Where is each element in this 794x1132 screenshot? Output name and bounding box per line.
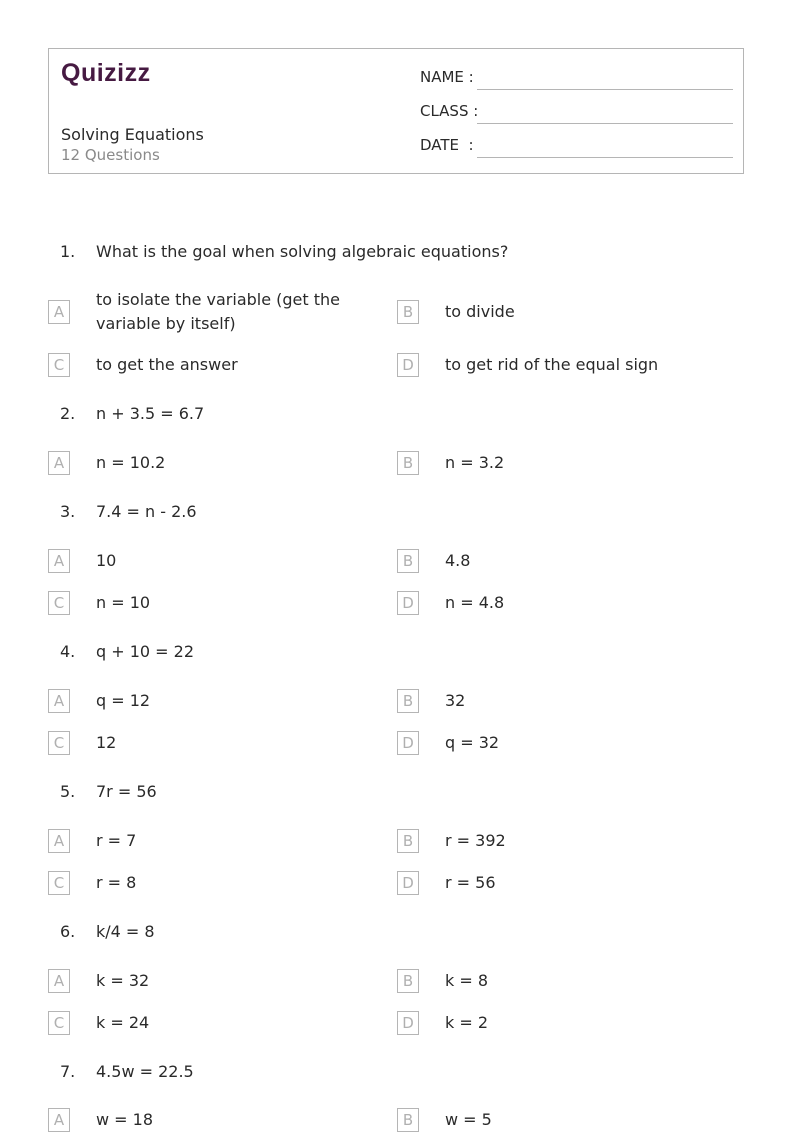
option-letter-box: C (48, 1011, 70, 1035)
option-letter-box: B (397, 689, 419, 713)
worksheet-title: Solving Equations (61, 125, 204, 144)
question-number: 6. (60, 922, 76, 941)
question-text: n + 3.5 = 6.7 (96, 404, 205, 423)
question-number: 2. (60, 404, 76, 423)
option-text: 12 (96, 733, 117, 752)
option-text: 4.8 (445, 551, 471, 570)
option-letter-box: B (397, 969, 419, 993)
option-letter-box: A (48, 1108, 70, 1132)
class-blank-line[interactable] (477, 123, 733, 124)
option-text: n = 10 (96, 593, 151, 612)
option-letter-box: B (397, 549, 419, 573)
option-letter-box: A (48, 969, 70, 993)
option-letter-box: A (48, 829, 70, 853)
option-letter-box: D (397, 353, 419, 377)
option-letter-box: A (48, 549, 70, 573)
option-text: r = 392 (445, 831, 506, 850)
option-text: n = 10.2 (96, 453, 166, 472)
option-text: k = 24 (96, 1013, 150, 1032)
option-letter-box: A (48, 689, 70, 713)
option-text: w = 18 (96, 1110, 154, 1129)
option-letter-box: C (48, 731, 70, 755)
date-blank-line[interactable] (477, 157, 733, 158)
date-label: DATE : (420, 136, 474, 154)
option-text: n = 3.2 (445, 453, 505, 472)
name-label: NAME : (420, 68, 474, 86)
question-number: 4. (60, 642, 76, 661)
option-letter-box: B (397, 451, 419, 475)
question-number: 3. (60, 502, 76, 521)
option-text: to isolate the variable (get the variable by itself) (96, 290, 341, 333)
option-letter-box: A (48, 451, 70, 475)
name-blank-line[interactable] (477, 89, 733, 90)
option-letter-box: D (397, 731, 419, 755)
option-text: r = 8 (96, 873, 137, 892)
option-text: to get rid of the equal sign (445, 355, 659, 374)
option-letter-box: B (397, 1108, 419, 1132)
option-text: k = 32 (96, 971, 150, 990)
option-letter-box: D (397, 591, 419, 615)
option-text: k = 8 (445, 971, 489, 990)
date-field (420, 136, 733, 158)
worksheet-header (48, 48, 744, 174)
option-text: to divide (445, 302, 515, 321)
question-count: 12 Questions (61, 146, 160, 164)
option-text: q = 12 (96, 691, 151, 710)
option-letter-box: A (48, 300, 70, 324)
option-letter-box: B (397, 300, 419, 324)
option-text: to get the answer (96, 355, 238, 374)
option-letter-box: C (48, 871, 70, 895)
option-letter-box: D (397, 1011, 419, 1035)
question-text: 7r = 56 (96, 782, 157, 801)
option-text: k = 2 (445, 1013, 489, 1032)
option-letter-box: C (48, 353, 70, 377)
quizizz-logo: Quizizz (61, 59, 151, 87)
option-text: r = 56 (445, 873, 496, 892)
class-field (420, 102, 733, 124)
question-text: q + 10 = 22 (96, 642, 195, 661)
option-text: w = 5 (445, 1110, 492, 1129)
option-letter-box: D (397, 871, 419, 895)
class-label: CLASS : (420, 102, 479, 120)
option-text: n = 4.8 (445, 593, 505, 612)
question-text: 4.5w = 22.5 (96, 1062, 194, 1081)
name-field (420, 68, 733, 90)
option-text: r = 7 (96, 831, 137, 850)
question-number: 1. (60, 242, 76, 261)
option-text: 32 (445, 691, 466, 710)
question-text: k/4 = 8 (96, 922, 155, 941)
option-text: 10 (96, 551, 117, 570)
option-letter-box: C (48, 591, 70, 615)
option-letter-box: B (397, 829, 419, 853)
question-number: 5. (60, 782, 76, 801)
option-text: q = 32 (445, 733, 500, 752)
question-number: 7. (60, 1062, 76, 1081)
question-text: 7.4 = n - 2.6 (96, 502, 197, 521)
question-text: What is the goal when solving algebraic equations? (96, 242, 509, 261)
